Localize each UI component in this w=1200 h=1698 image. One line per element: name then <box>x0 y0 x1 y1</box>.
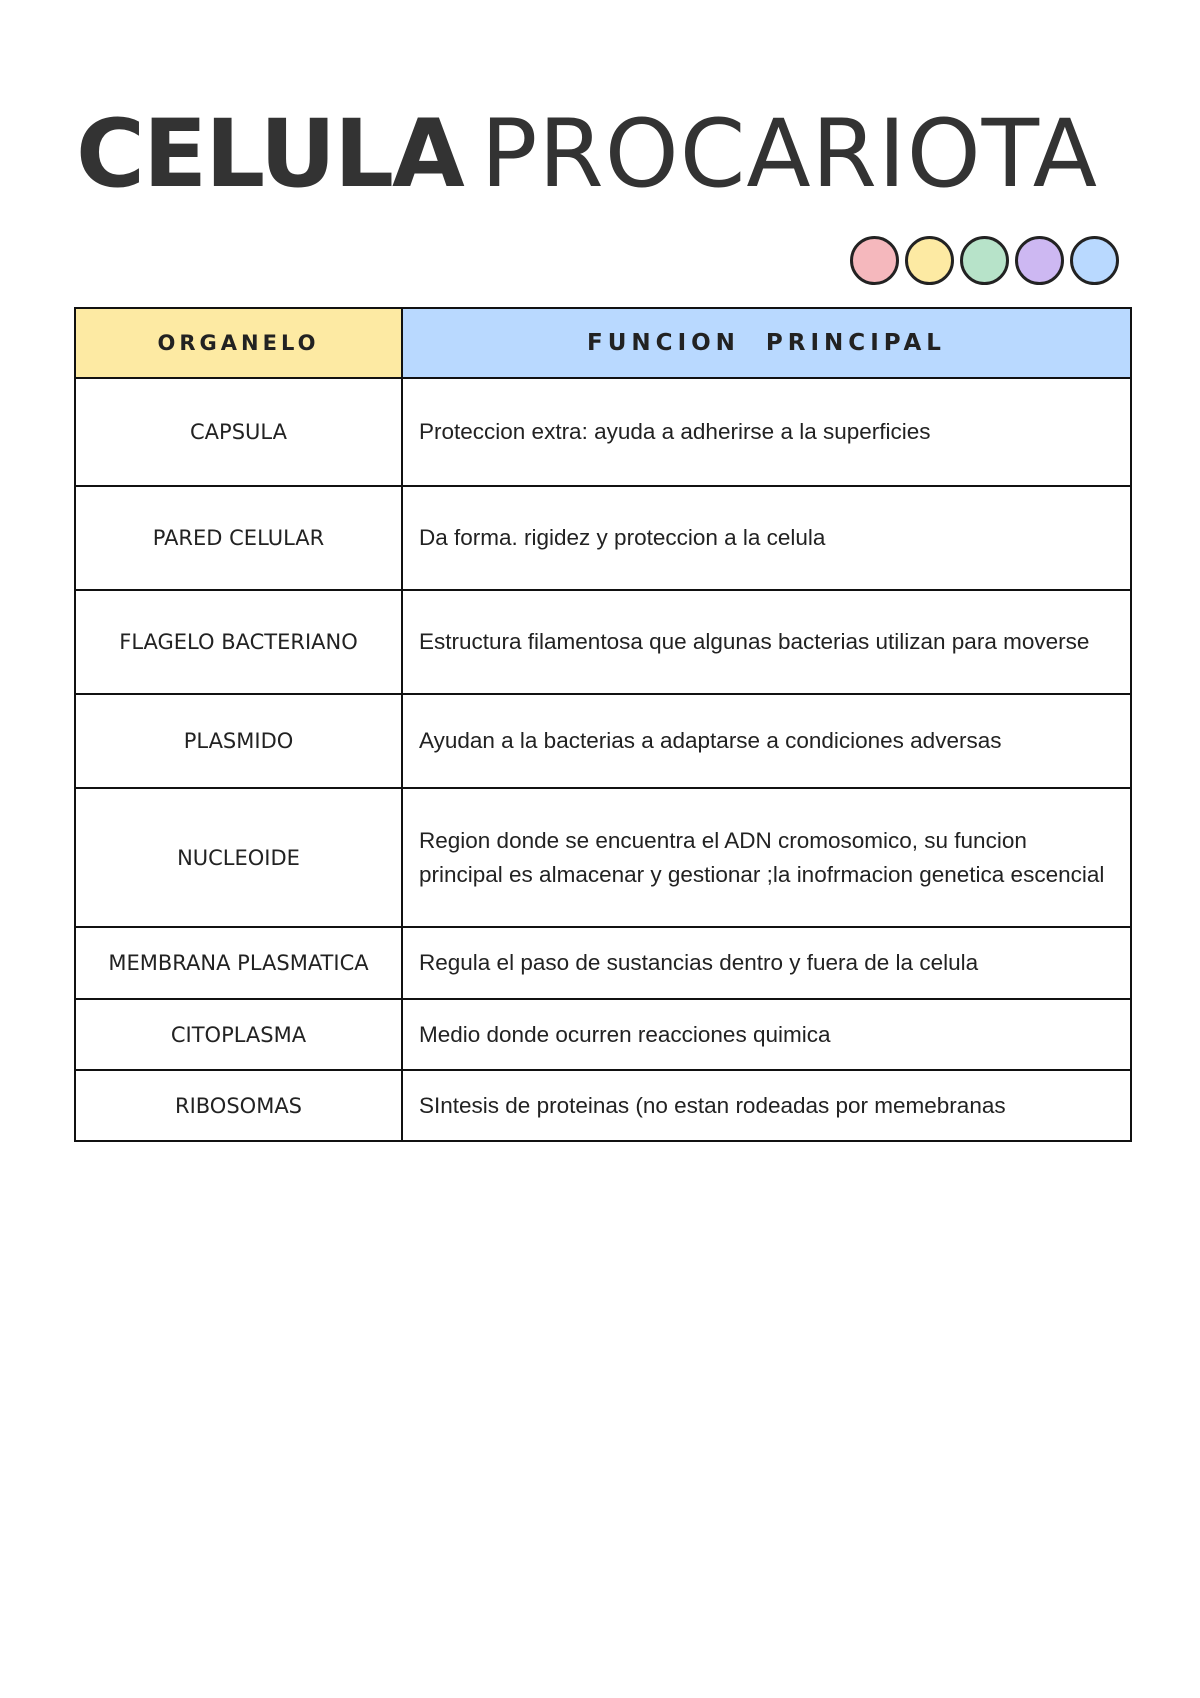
organelle-function: Region donde se encuentra el ADN cromosomico, su funcion principal es almacenar y gestionar ;la inofrmacion genetica escencial <box>402 788 1131 927</box>
page-title <box>76 100 1099 209</box>
organelle-function: Regula el paso de sustancias dentro y fuera de la celula <box>402 927 1131 999</box>
green-dot-icon <box>960 236 1009 285</box>
organelle-name: PLASMIDO <box>75 694 402 788</box>
organelle-function: Estructura filamentosa que algunas bacterias utilizan para moverse <box>402 590 1131 694</box>
table-row <box>75 788 1131 927</box>
table-header-row <box>75 308 1131 378</box>
table-row <box>75 378 1131 486</box>
organelle-name: NUCLEOIDE <box>75 788 402 927</box>
organelle-function: Medio donde ocurren reacciones quimica <box>402 999 1131 1070</box>
table-row <box>75 999 1131 1070</box>
organelle-name: FLAGELO BACTERIANO <box>75 590 402 694</box>
organelle-name: MEMBRANA PLASMATICA <box>75 927 402 999</box>
organelle-name: CITOPLASMA <box>75 999 402 1070</box>
header-funcion-principal: FUNCION PRINCIPAL <box>402 308 1131 378</box>
header-organelo: ORGANELO <box>75 308 402 378</box>
title-light: PROCARIOTA <box>480 100 1099 209</box>
decorative-dots <box>850 236 1125 285</box>
table-row <box>75 927 1131 999</box>
yellow-dot-icon <box>905 236 954 285</box>
organelle-function: SIntesis de proteinas (no estan rodeadas por memebranas <box>402 1070 1131 1141</box>
table-row <box>75 1070 1131 1141</box>
organelle-name: PARED CELULAR <box>75 486 402 590</box>
table-row <box>75 694 1131 788</box>
organelle-function: Da forma. rigidez y proteccion a la celula <box>402 486 1131 590</box>
pink-dot-icon <box>850 236 899 285</box>
title-bold: CELULA <box>76 100 463 209</box>
organelle-name: RIBOSOMAS <box>75 1070 402 1141</box>
blue-dot-icon <box>1070 236 1119 285</box>
organelle-table <box>74 307 1132 1142</box>
purple-dot-icon <box>1015 236 1064 285</box>
organelle-function: Ayudan a la bacterias a adaptarse a condiciones adversas <box>402 694 1131 788</box>
table-row <box>75 590 1131 694</box>
table-row <box>75 486 1131 590</box>
organelle-function: Proteccion extra: ayuda a adherirse a la superficies <box>402 378 1131 486</box>
organelle-name: CAPSULA <box>75 378 402 486</box>
